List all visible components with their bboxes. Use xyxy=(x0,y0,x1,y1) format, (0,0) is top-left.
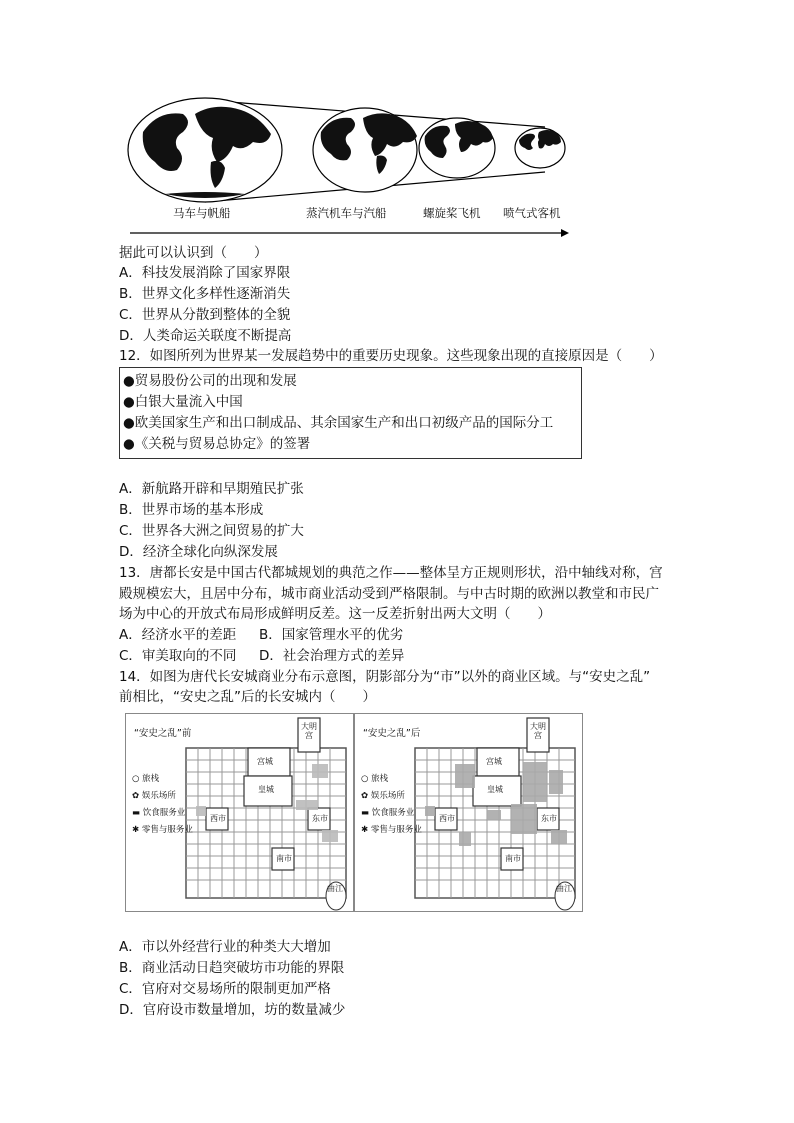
map-label-daming: 大明宫 xyxy=(530,722,546,740)
q12-option-b[interactable]: B．世界市场的基本形成 xyxy=(119,502,264,518)
q12-stem: 12．如图所列为世界某一发展趋势中的重要历史现象。这些现象出现的直接原因是（ ） xyxy=(119,348,663,364)
q14-option-d[interactable]: D．官府设市数量增加，坊的数量减少 xyxy=(119,1002,346,1018)
map-label-xishi: 西市 xyxy=(210,814,226,823)
q14-stem-line: 14．如图为唐代长安城商业分布示意图，阴影部分为“市”以外的商业区域。与“安史之乱” xyxy=(119,669,651,685)
q12-box-item: ●白银大量流入中国 xyxy=(123,394,243,410)
globe-label-2: 蒸汽机车与汽船 xyxy=(306,206,387,220)
map-label-gongcheng: 宫城 xyxy=(257,757,273,766)
globe-horse-ship-icon xyxy=(128,98,282,202)
legend-food: ▬ 饮食服务业 xyxy=(132,808,186,818)
map-label-dongshi: 东市 xyxy=(541,814,557,823)
legend-inn: ○ 旅栈 xyxy=(361,774,389,784)
q13-stem-line: 场为中心的开放式布局形成鲜明反差。这一反差折射出两大文明（ ） xyxy=(119,606,551,622)
q13-option-b[interactable]: B．国家管理水平的优劣 xyxy=(259,627,404,643)
map-before-title: “安史之乱”前 xyxy=(134,728,192,739)
globe-jet-icon xyxy=(515,128,565,168)
map-after-title: “安史之乱”后 xyxy=(363,728,421,739)
map-label-nanshi: 南市 xyxy=(505,854,521,863)
q11-stem: 据此可以认识到（ ） xyxy=(119,245,268,261)
map-label-daming: 大明宫 xyxy=(301,722,317,740)
map-label-gongcheng: 宫城 xyxy=(486,757,502,766)
q12-box-item: ●《关税与贸易总协定》的签署 xyxy=(123,436,311,452)
q11-option-a[interactable]: A．科技发展消除了国家界限 xyxy=(119,265,291,281)
q13-option-a[interactable]: A．经济水平的差距 xyxy=(119,627,237,643)
q13-stem-line: 13．唐都长安是中国古代都城规划的典范之作——整体呈方正规则形状，沿中轴线对称，宫 xyxy=(119,565,663,581)
q14-stem-line: 前相比，“安史之乱”后的长安城内（ ） xyxy=(119,689,376,705)
globe-label-1: 马车与帆船 xyxy=(173,206,231,220)
map-before xyxy=(125,713,354,912)
globe-label-4: 喷气式客机 xyxy=(503,206,561,220)
q14-option-c[interactable]: C．官府对交易场所的限制更加严格 xyxy=(119,981,331,997)
q13-option-d[interactable]: D．社会治理方式的差异 xyxy=(259,648,405,664)
q12-option-a[interactable]: A．新航路开辟和早期殖民扩张 xyxy=(119,481,304,497)
map-label-qujiang: 曲江 xyxy=(327,884,343,893)
map-label-huangcheng: 皇城 xyxy=(258,785,274,794)
legend-retail: ✱ 零售与服务业 xyxy=(132,825,193,835)
q12-option-c[interactable]: C．世界各大洲之间贸易的扩大 xyxy=(119,523,304,539)
q12-box-item: ●欧美国家生产和出口制成品、其余国家生产和出口初级产品的国际分工 xyxy=(123,415,554,431)
globe-propeller-icon xyxy=(419,118,495,178)
q11-option-d[interactable]: D．人类命运关联度不断提高 xyxy=(119,328,292,344)
q14-option-a[interactable]: A．市以外经营行业的种类大大增加 xyxy=(119,939,331,955)
map-label-qujiang: 曲江 xyxy=(556,884,572,893)
legend-food: ▬ 饮食服务业 xyxy=(361,808,415,818)
globe-steam-icon xyxy=(313,108,417,192)
q12-option-d[interactable]: D．经济全球化向纵深发展 xyxy=(119,544,278,560)
q13-stem-line: 殿规模宏大，且居中分布，城市商业活动受到严格限制。与中古时期的欧洲以教堂和市民广 xyxy=(119,586,659,602)
legend-entertainment: ✿ 娱乐场所 xyxy=(132,791,176,801)
q12-box-item: ●贸易股份公司的出现和发展 xyxy=(123,373,297,389)
legend-retail: ✱ 零售与服务业 xyxy=(361,825,422,835)
map-label-nanshi: 南市 xyxy=(276,854,292,863)
map-after xyxy=(354,713,583,912)
q13-option-c[interactable]: C．审美取向的不同 xyxy=(119,648,237,664)
q11-option-b[interactable]: B．世界文化多样性逐渐消失 xyxy=(119,286,291,302)
globe-label-3: 螺旋桨飞机 xyxy=(423,206,481,220)
q14-option-b[interactable]: B．商业活动日趋突破坊市功能的界限 xyxy=(119,960,345,976)
map-label-xishi: 西市 xyxy=(439,814,455,823)
q12-phenomena-box xyxy=(119,367,582,459)
legend-inn: ○ 旅栈 xyxy=(132,774,160,784)
q11-option-c[interactable]: C．世界从分散到整体的全貌 xyxy=(119,307,291,323)
map-label-dongshi: 东市 xyxy=(312,814,328,823)
map-label-huangcheng: 皇城 xyxy=(487,785,503,794)
legend-entertainment: ✿ 娱乐场所 xyxy=(361,791,405,801)
